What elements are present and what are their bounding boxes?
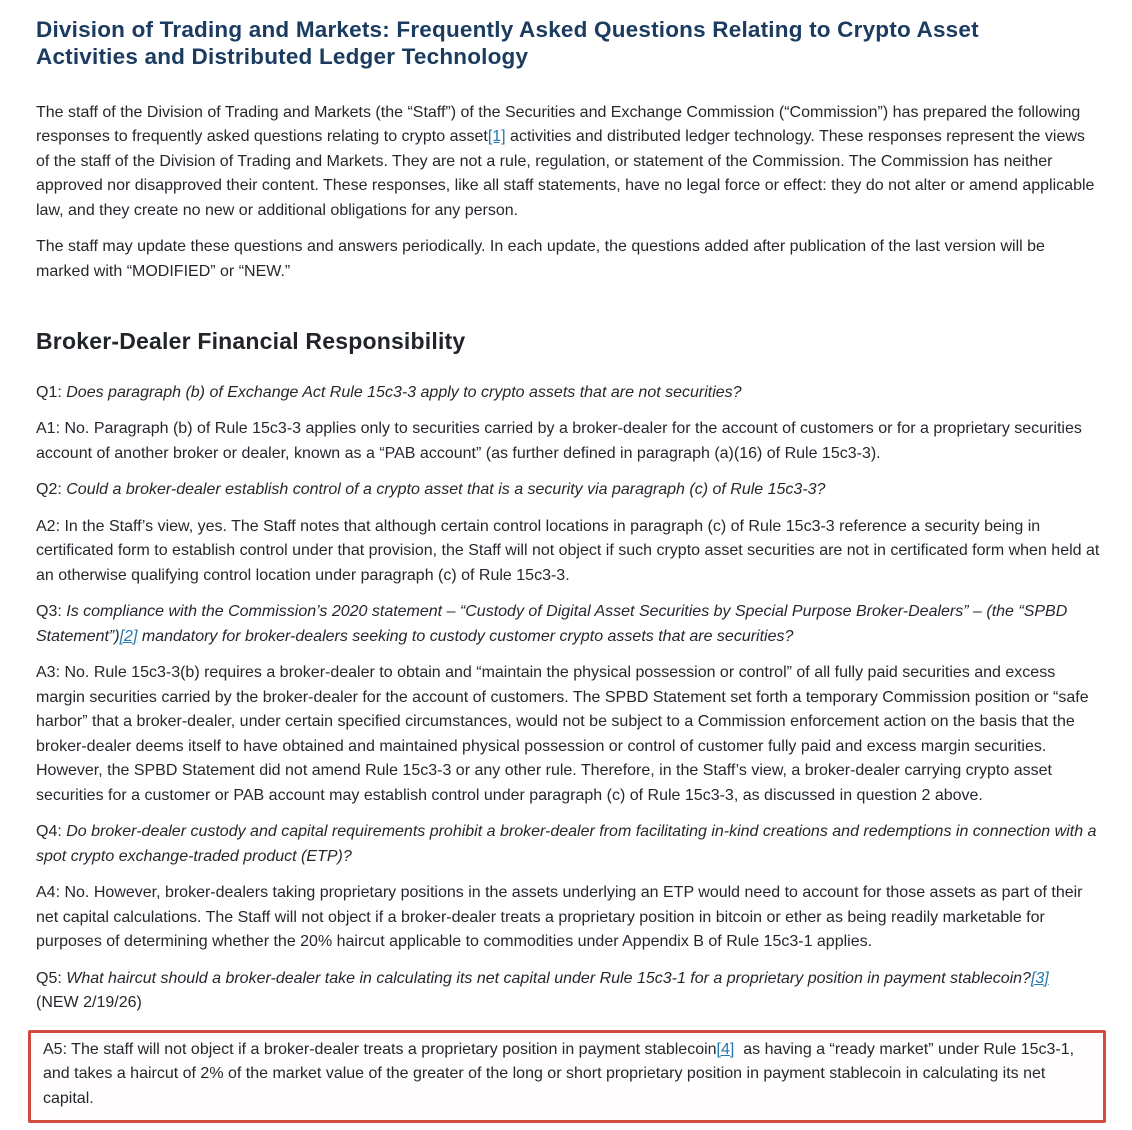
answer-1 bbox=[36, 417, 1100, 466]
intro-p1-text-cont: activities and distributed ledger technology. These responses represent the views of the staff of the Division of Trading and Markets. They are not a rule, regulation, or statement of the Commission. The Commission has neither approved nor disapproved their content. These responses, like all staff statements, have no legal force or effect: they do not alter or amend applicable law, and they create no new or additional obligations for any person. bbox=[36, 128, 1095, 219]
answer-5-text: The staff will not object if a broker-dealer treats a proprietary position in payment stablecoin bbox=[71, 1040, 717, 1058]
answer-3-text: No. Rule 15c3-3(b) requires a broker-dealer to obtain and “maintain the physical possession or control” of all fully paid securities and excess margin securities carried by the broker-dealer for the account of customers. The SPBD Statement set forth a temporary Commission position or “safe harbor” that a broker-dealer, under certain specified circumstances, would not be subject to a Commission enforcement action on the basis that the broker-dealer deems itself to have obtained and maintained physical possession or control of customer fully paid and excess margin securities. However, the SPBD Statement did not amend Rule 15c3-3 or any other rule. Therefore, in the Staff’s view, a broker-dealer carrying crypto asset securities for a customer or PAB account may establish control under paragraph (c) of Rule 15c3-3, as discussed in question 2 above. bbox=[36, 664, 1089, 804]
footnote-link-1[interactable]: [1] bbox=[487, 128, 506, 146]
answer-5-text-cont: as having a “ready market” under Rule 15c3-1, and takes a haircut of 2% of the market value of the greater of the long or short proprietary position in payment stablecoin in calculating its net capital. bbox=[43, 1040, 1075, 1107]
answer-4-text: No. However, broker-dealers taking proprietary positions in the assets underlying an ETP would need to account for those assets as part of their net capital calculations. The Staff will not object if a broker-dealer treats a proprietary position in bitcoin or ether as being readily marketable for purposes of determining whether the 20% haircut applicable to commodities under Appendix B of Rule 15c3-1 applies. bbox=[36, 884, 1083, 951]
answer-4-label: A4: bbox=[36, 884, 61, 902]
answer-2-label: A2: bbox=[36, 517, 61, 535]
question-5-text: What haircut should a broker-dealer take in calculating its net capital under Rule 15c3-1 for a proprietary position in payment stablecoin? bbox=[66, 969, 1031, 987]
answer-2-text: In the Staff’s view, yes. The Staff notes that although certain control locations in paragraph (c) of Rule 15c3-3 reference a security being in certificated form to establish control under that provision, the Staff will not object if such crypto asset securities are not in certificated form when held at an otherwise qualifying control location under paragraph (c) of Rule 15c3-3. bbox=[36, 517, 1100, 584]
footnote-link-4[interactable]: [4] bbox=[716, 1040, 735, 1058]
section-heading: Broker-Dealer Financial Responsibility bbox=[36, 328, 466, 355]
answer-4 bbox=[36, 881, 1100, 955]
answer-1-text: No. Paragraph (b) of Rule 15c3-3 applies only to securities carried by a broker-dealer for the account of customers or for a proprietary securities account of another broker or dealer, known as a “PAB account” (as further defined in paragraph (a)(16) of Rule 15c3-3). bbox=[36, 420, 1082, 462]
question-3-text-cont: mandatory for broker-dealers seeking to custody customer crypto assets that are securities? bbox=[137, 627, 794, 645]
intro-p1-text: The staff of the Division of Trading and Markets (the “Staff”) of the Securities and Exchange Commission (“Commission”) has prepared the following responses to frequently asked questions relating to crypto asset bbox=[36, 103, 1081, 146]
question-1 bbox=[36, 381, 1100, 406]
answer-3-label: A3: bbox=[36, 664, 61, 682]
footnote-link-3[interactable]: [3] bbox=[1030, 969, 1049, 987]
question-3-text: Is compliance with the Commission’s 2020 statement – “Custody of Digital Asset Securities by Special Purpose Broker-Dealers” – (the “SPBD Statement”) bbox=[36, 603, 1068, 645]
page-title: Division of Trading and Markets: Frequently Asked Questions Relating to Crypto Asset Activities and Distributed Ledger Technology bbox=[36, 17, 979, 70]
footnote-link-2[interactable]: [2] bbox=[119, 627, 138, 645]
question-1-text: Does paragraph (b) of Exchange Act Rule 15c3-3 apply to crypto assets that are not securities? bbox=[66, 383, 742, 401]
question-3 bbox=[36, 600, 1100, 649]
question-4-text: Do broker-dealer custody and capital requirements prohibit a broker-dealer from facilitating in-kind creations and redemptions in connection with a spot crypto exchange-traded product (ETP)? bbox=[36, 823, 1097, 865]
question-2-text: Could a broker-dealer establish control of a crypto asset that is a security via paragraph (c) of Rule 15c3-3? bbox=[66, 481, 826, 499]
question-5-new-tag: (NEW 2/19/26) bbox=[36, 994, 142, 1012]
question-2 bbox=[36, 478, 1100, 503]
intro-paragraph-1 bbox=[36, 101, 1100, 224]
question-5-label: Q5: bbox=[36, 969, 62, 987]
question-2-label: Q2: bbox=[36, 481, 62, 499]
question-1-label: Q1: bbox=[36, 383, 62, 401]
highlight-box-answer-5 bbox=[28, 1030, 1106, 1124]
answer-3 bbox=[36, 661, 1100, 808]
answer-2 bbox=[36, 515, 1100, 589]
intro-paragraph-2: The staff may update these questions and answers periodically. In each update, the questions added after publication of the last version will be marked with “MODIFIED” or “NEW.” bbox=[36, 238, 1045, 280]
answer-1-label: A1: bbox=[36, 420, 61, 438]
answer-5 bbox=[43, 1038, 1091, 1112]
question-4-label: Q4: bbox=[36, 823, 62, 841]
question-5 bbox=[36, 967, 1100, 1016]
question-4 bbox=[36, 820, 1100, 869]
question-3-label: Q3: bbox=[36, 603, 62, 621]
answer-5-label: A5: bbox=[43, 1040, 68, 1058]
